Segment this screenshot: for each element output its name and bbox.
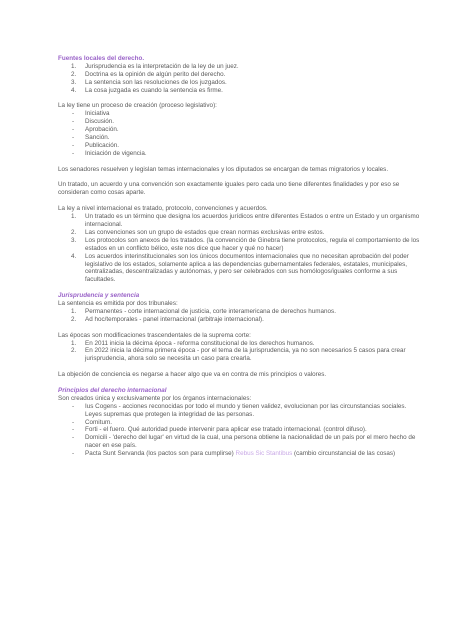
list-proceso-legislativo	[58, 110, 423, 157]
list-item: 3. La sentencia son las resoluciones de los juzgados.	[71, 78, 227, 86]
list-item: - Ius Cogens - acciones reconocidas por todo el mundo y tienen validez, evolucionan por las circunstancias sociales. Leyes supremas que protegen la integridad de las personas.	[72, 402, 407, 418]
paragraph-proceso-legislativo: La ley tiene un proceso de creación (proceso legislativo):	[58, 102, 217, 110]
list-item: 4. Los acuerdos interinstitucionales son los únicos documentos internacionales que no necesitan aprobación del poder legislativo de los estados, solamente aplica a las dependencias gubernamentales federales, estatales, municipales, centralizadas, descentralizadas y autónomas, y pero ser celebrados con sus homólogos/iguales conforme a sus facultades.	[71, 252, 409, 284]
list-item: 1. En 2011 inicia la décima época - reforma constitucional de los derechos humanos.	[71, 339, 315, 347]
paragraph-objecion: La objeción de conciencia es negarse a hacer algo que va en contra de mis principios o valores.	[58, 371, 327, 379]
list-item: 1. Jurisprudencia es la interpretación de la ley de un juez.	[71, 62, 239, 70]
list-item: 1. Permanentes - corte internacional de justicia, corte interamericana de derechos humanos.	[71, 307, 336, 315]
paragraph-epocas: Las épocas son modificaciones trascendentales de la suprema corte:	[58, 331, 251, 339]
list-item: - Publicación.	[72, 141, 119, 149]
list-item: - Iniciación de vigencia.	[72, 149, 147, 157]
list-item: - Aprobación.	[72, 126, 119, 134]
list-item: - Domicili - 'derecho del lugar' en virtud de la cual, una persona obtiene la nacionalidad de un país por el mero hecho de nacer en ese país.	[72, 434, 416, 450]
heading-fuentes-locales: Fuentes locales del derecho.	[58, 55, 145, 62]
highlighted-term: Rebus Sic Stantibus	[235, 450, 293, 458]
list-item: 4. La cosa juzgada es cuando la sentencia es firme.	[71, 86, 223, 94]
list-item: - Discusión.	[72, 118, 115, 126]
list-item: 2. Las convenciones son un grupo de estados que crean normas exclusivas entre estos.	[71, 228, 325, 236]
paragraph-tratado: Un tratado, un acuerdo y una convención son exactamente iguales pero cada uno tiene diferentes finalidades y por eso se consideran como cosas aparte.	[58, 181, 400, 197]
document-body	[58, 55, 423, 458]
list-item: - Sanción.	[72, 134, 110, 142]
list-ley-internacional	[58, 213, 423, 284]
list-item: - Pacta Sunt Servanda (los pactos son para cumplirse) Rebus Sic Stantibus (cambio circunstancial de las cosas)	[72, 450, 396, 458]
list-item: 2. Doctrina es la opinión de algún perito del derecho.	[71, 70, 226, 78]
list-item: - Iniciativa	[72, 110, 110, 118]
list-item: - Comitum.	[72, 418, 112, 426]
heading-principios: Principios del derecho internacional	[58, 386, 167, 394]
list-epocas	[58, 340, 423, 364]
paragraph-ley-internacional: La ley a nivel internacional es tratado, protocolo, convenciones y acuerdos.	[58, 205, 268, 213]
list-principios	[58, 403, 423, 458]
paragraph-principios: Son creados única y exclusivamente por los órganos internacionales:	[58, 394, 252, 402]
list-item: 2. Ad hoc/temporales - panel internacional (arbitraje internacional).	[71, 315, 264, 323]
list-item: 2. En 2022 inicia la décima primera época - por el tema de la jurisprudencia, ya no son necesarios 5 casos para crear jurisprudencia, ahora solo se necesita un caso para crearla.	[71, 347, 406, 363]
heading-jurisprudencia-sentencia: Jurisprudencia y sentencia	[58, 292, 140, 300]
paragraph-senadores: Los senadores resuelven y legislan temas internacionales y los diputados se encargan de temas migratorios y locales.	[58, 165, 389, 173]
list-tribunales	[58, 308, 423, 324]
list-item: 1. Un tratado es un término que designa los acuerdos jurídicos entre diferentes Estados o entre un Estado y un organismo internacional.	[71, 213, 420, 228]
paragraph-tribunales: La sentencia es emitida por dos tribunales:	[58, 300, 178, 308]
list-fuentes-locales	[58, 63, 423, 95]
list-item: 3. Los protocolos son anexos de los tratados. (la convención de Ginebra tiene protocolos, regula el comportamiento de los estados en un conflicto bélico, este nos dice que hacer y qué no hacer)	[71, 236, 420, 252]
list-item: - Forti - el fuero. Qué autoridad puede intervenir para aplicar ese tratado internacional. (control difuso).	[72, 426, 367, 434]
